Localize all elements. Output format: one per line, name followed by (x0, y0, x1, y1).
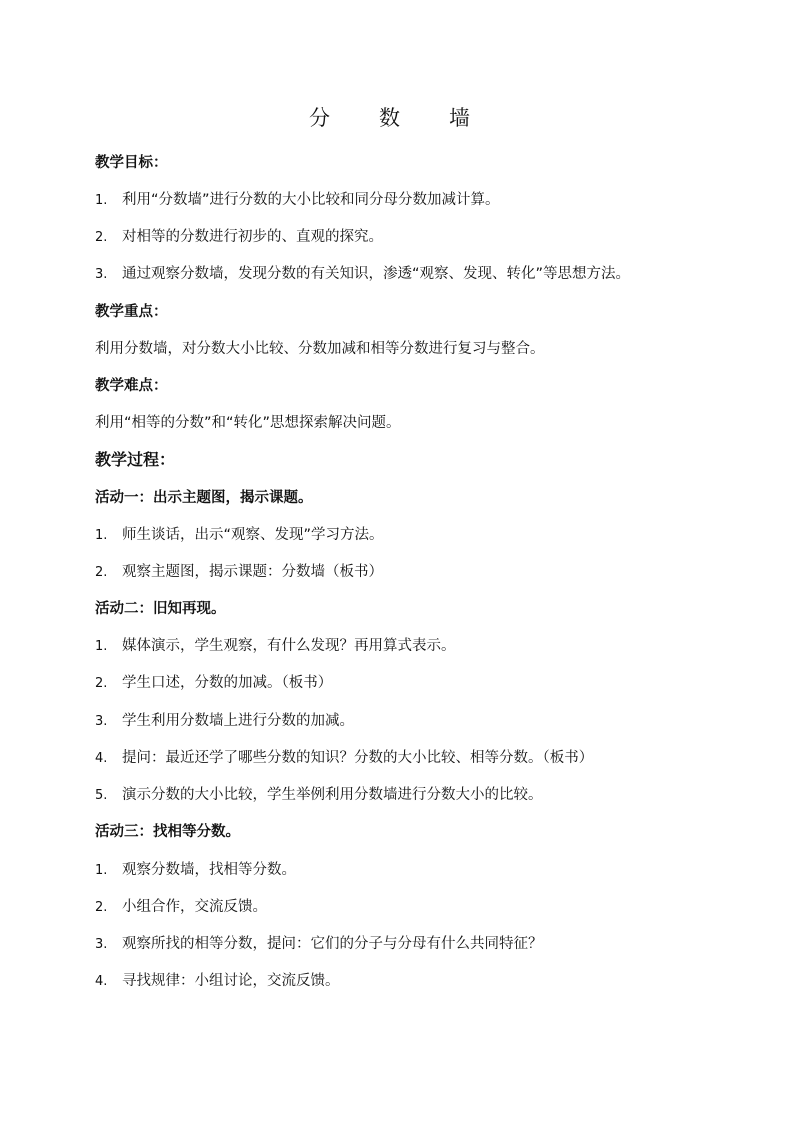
list-item (95, 896, 733, 919)
list-item-number: 4. (95, 751, 108, 766)
list-item-text: 提问：最近还学了哪些分数的知识？分数的大小比较、相等分数。（板书） (122, 750, 594, 766)
list-item (95, 672, 733, 695)
list-item-text: 通过观察分数墙，发现分数的有关知识，渗透“观察、发现、转化”等思想方法。 (122, 266, 631, 282)
list-item (95, 710, 733, 733)
list-item-number: 2. (95, 676, 108, 691)
list-item-text: 小组合作，交流反馈。 (122, 899, 267, 915)
list-item-text: 观察所找的相等分数，提问：它们的分子与分母有什么共同特征？ (122, 936, 543, 952)
list-item (95, 263, 733, 286)
list-item-number: 1. (95, 863, 108, 878)
list-item (95, 784, 733, 807)
section-heading-process: 教学过程： (95, 450, 176, 469)
paragraph-key-points: 利用分数墙，对分数大小比较、分数加减和相等分数进行复习与整合。 (95, 341, 545, 357)
section-heading-key-points: 教学重点： (95, 304, 168, 320)
list-item-text: 演示分数的大小比较，学生举例利用分数墙进行分数大小的比较。 (122, 787, 543, 803)
list-item (95, 524, 733, 547)
list-item-number: 1. (95, 639, 108, 654)
list-item-number: 1. (95, 193, 108, 208)
list-item (95, 635, 733, 658)
list-item-number: 1. (95, 528, 108, 543)
list-item-text: 观察分数墙，找相等分数。 (122, 862, 296, 878)
list-item-text: 利用“分数墙”进行分数的大小比较和同分母分数加减计算。 (122, 192, 500, 208)
list-item (95, 933, 733, 956)
list-item-number: 4. (95, 974, 108, 989)
list-item-text: 学生口述，分数的加减。（板书） (122, 675, 333, 691)
list-item (95, 226, 733, 249)
list-item (95, 970, 733, 993)
list-item-text: 对相等的分数进行初步的、直观的探究。 (122, 229, 383, 245)
list-item-text: 寻找规律：小组讨论，交流反馈。 (122, 973, 340, 989)
paragraph-difficulties: 利用“相等的分数”和“转化”思想探索解决问题。 (95, 415, 401, 431)
list-item-text: 观察主题图，揭示课题：分数墙（板书） (122, 564, 383, 580)
list-item (95, 859, 733, 882)
section-heading-objectives: 教学目标： (95, 155, 168, 171)
list-item-text: 媒体演示，学生观察，有什么发现？再用算式表示。 (122, 638, 456, 654)
list-item (95, 747, 733, 770)
page-title: 分 数 墙 (309, 106, 484, 130)
section-heading-difficulties: 教学难点： (95, 378, 168, 394)
activity-heading: 活动二：旧知再现。 (95, 601, 226, 617)
list-item-number: 3. (95, 937, 108, 952)
list-item-number: 5. (95, 788, 108, 803)
activity-heading: 活动一：出示主题图，揭示课题。 (95, 490, 313, 506)
list-item-number: 2. (95, 900, 108, 915)
list-item-number: 3. (95, 714, 108, 729)
list-item-number: 3. (95, 267, 108, 282)
list-item (95, 561, 733, 584)
list-item-text: 学生利用分数墙上进行分数的加减。 (122, 713, 354, 729)
list-item-text: 师生谈话，出示“观察、发现”学习方法。 (122, 527, 384, 543)
activity-heading: 活动三：找相等分数。 (95, 824, 240, 840)
list-item (95, 189, 733, 212)
list-item-number: 2. (95, 230, 108, 245)
list-item-number: 2. (95, 565, 108, 580)
